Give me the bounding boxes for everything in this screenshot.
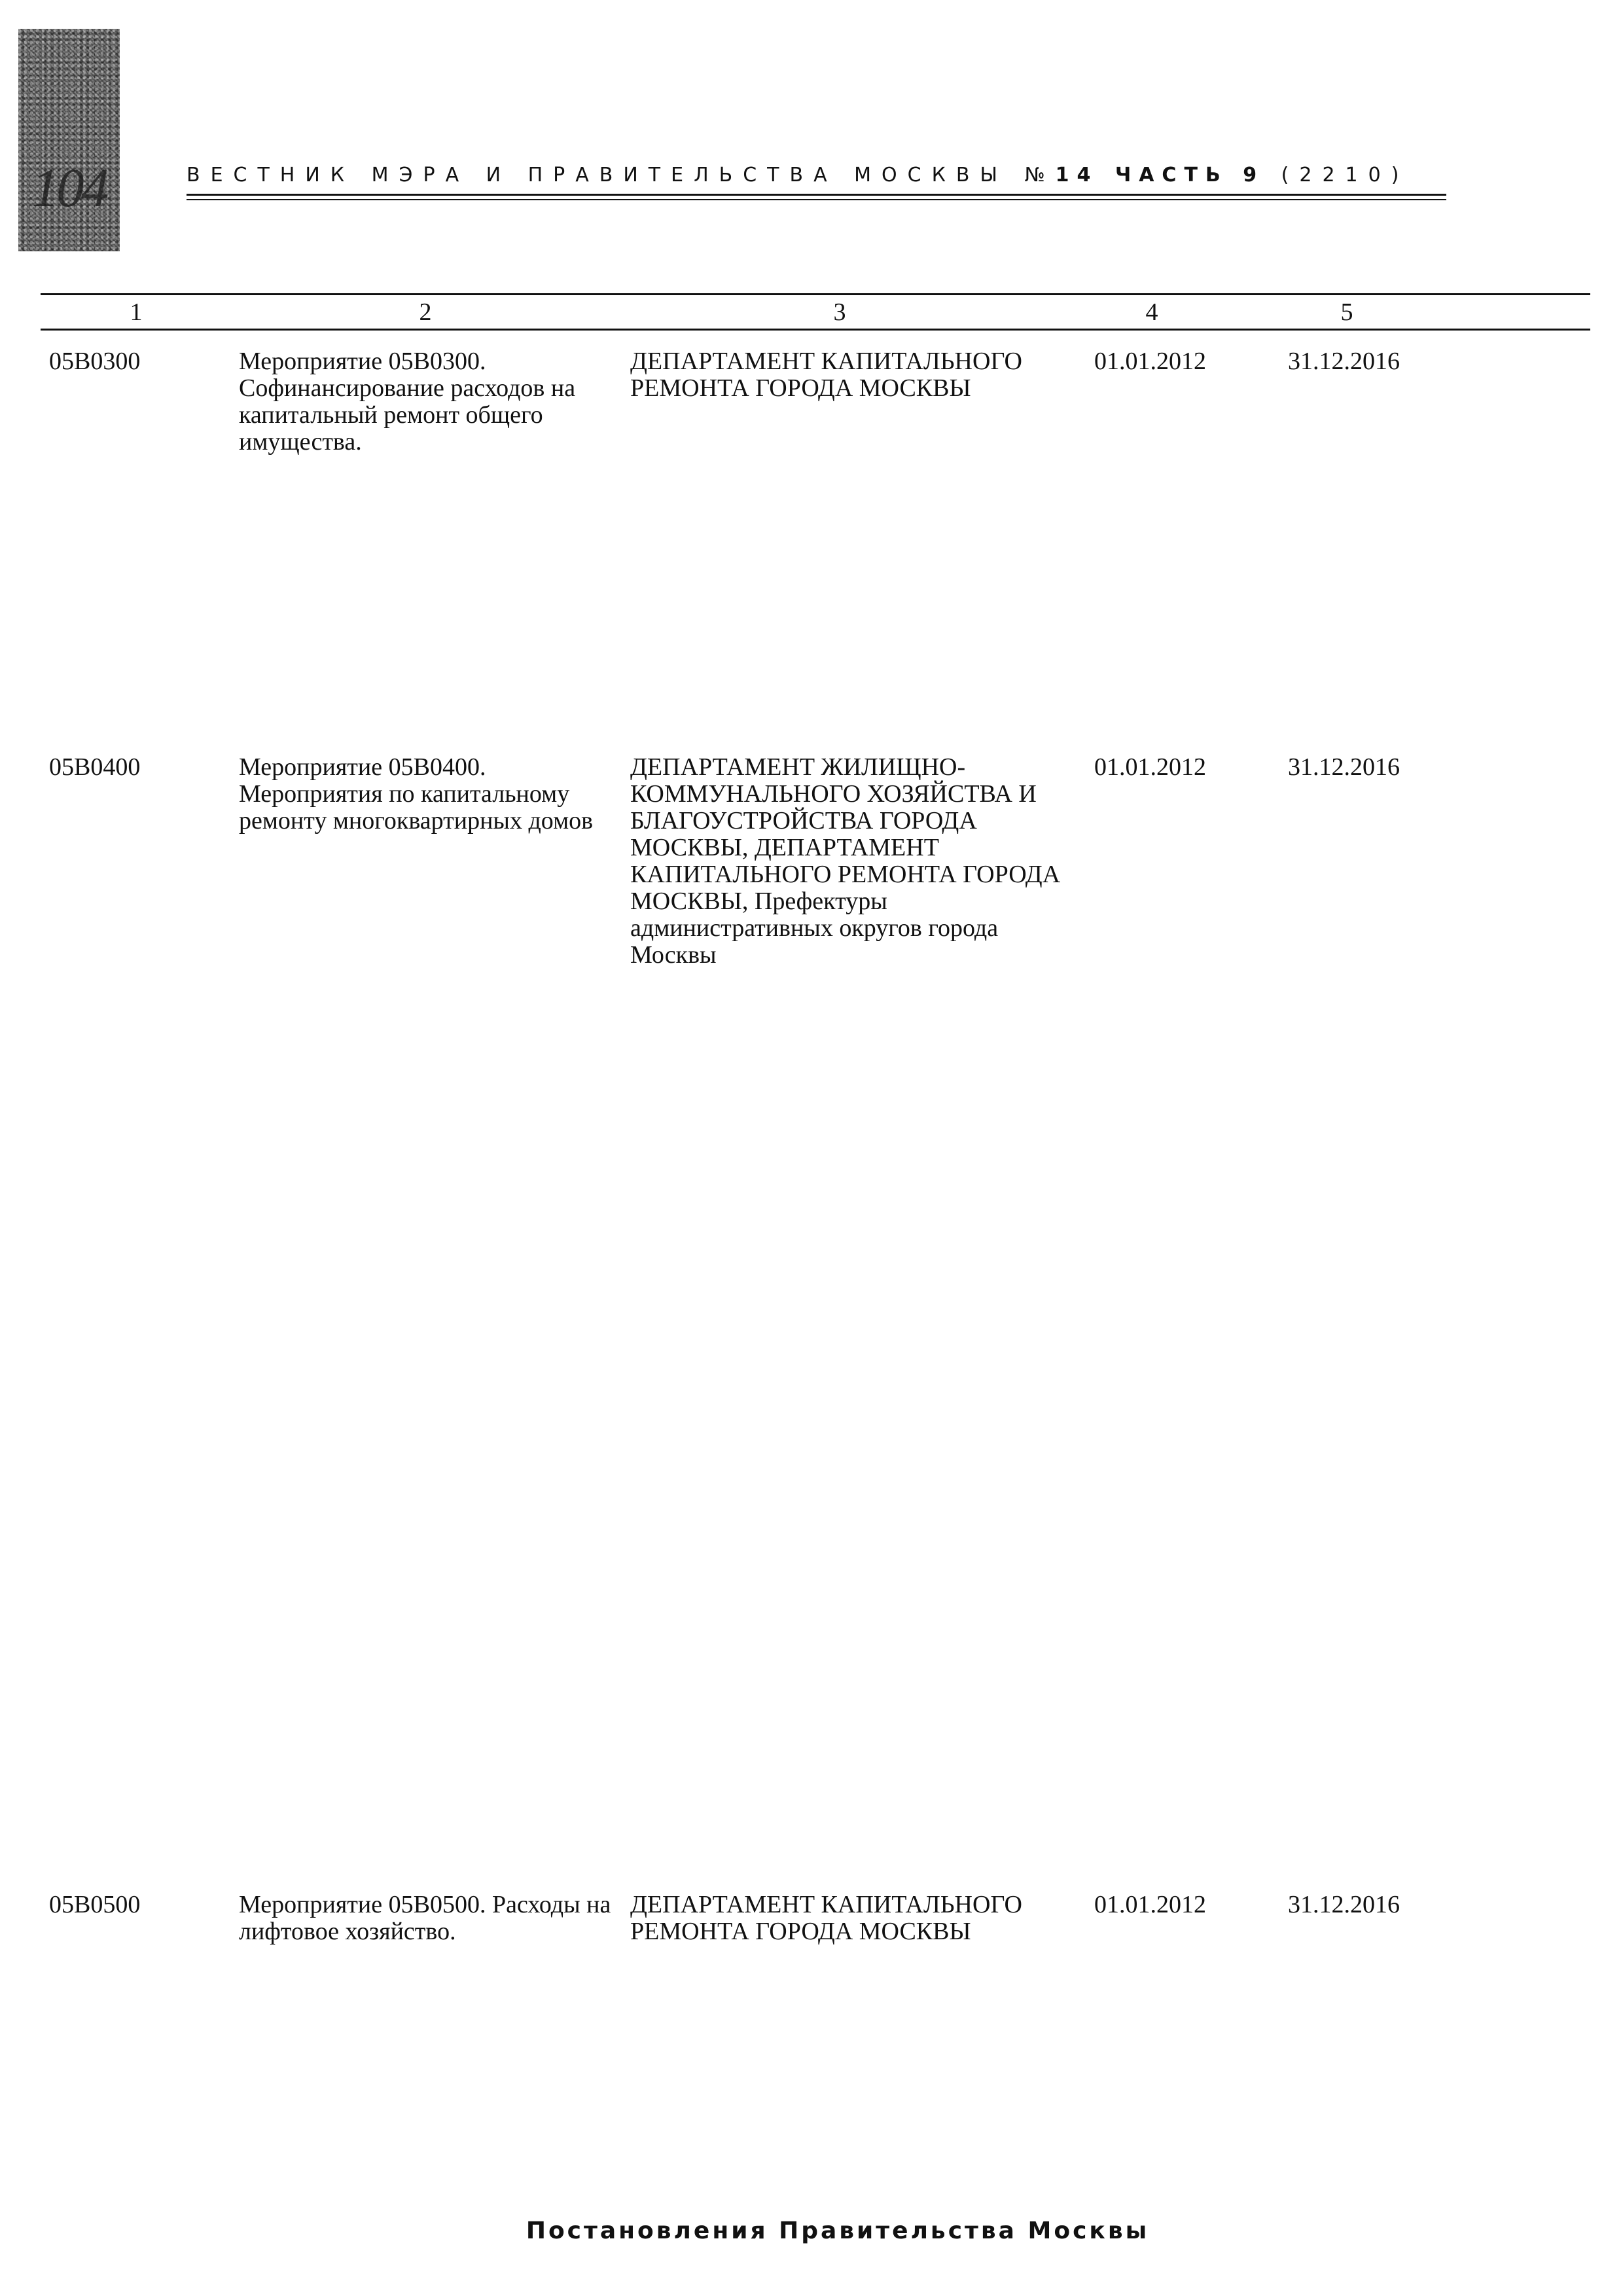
row-start-date: 01.01.2012	[1094, 753, 1206, 781]
row-executor-caps: ДЕПАРТАМЕНТ ЖИЛИЩНО-КОММУНАЛЬНОГО ХОЗЯЙСТВА И БЛАГОУСТРОЙСТВА ГОРОДА МОСКВЫ, ДЕПАРТАМЕНТ КАПИТАЛЬНОГО РЕМОНТА ГОРОДА МОСКВЫ,	[630, 753, 1061, 915]
column-header-5: 5	[1340, 298, 1353, 326]
row-executor-rest: Префектуры административных округов города Москвы	[630, 888, 999, 969]
running-header	[187, 164, 1443, 187]
column-header-2: 2	[419, 298, 432, 326]
header-title: ВЕСТНИК МЭРА И ПРАВИТЕЛЬСТВА МОСКВЫ №	[187, 164, 1056, 187]
header-part: ЧАСТЬ 9	[1115, 164, 1265, 187]
row-end-date: 31.12.2016	[1288, 1891, 1400, 1918]
table-header-rule	[41, 329, 1590, 331]
row-name: Мероприятие 05В0400. Мероприятия по капитальному ремонту многоквартирных домов	[239, 753, 594, 834]
page-number: 104	[31, 158, 107, 219]
row-executor-caps: ДЕПАРТАМЕНТ КАПИТАЛЬНОГО РЕМОНТА ГОРОДА МОСКВЫ	[630, 1891, 1022, 1945]
row-code: 05В0500	[49, 1891, 141, 1918]
row-code: 05В0300	[49, 348, 141, 375]
column-header-4: 4	[1145, 298, 1158, 326]
row-name: Мероприятие 05В0500. Расходы на лифтовое хозяйство.	[239, 1891, 611, 1945]
row-start-date: 01.01.2012	[1094, 1891, 1206, 1918]
header-rule	[187, 199, 1446, 200]
row-executor	[630, 754, 1062, 969]
column-header-3: 3	[833, 298, 846, 326]
row-code: 05В0400	[49, 753, 141, 781]
row-end-date: 31.12.2016	[1288, 753, 1400, 781]
row-executor	[630, 1892, 1062, 1945]
header-serial: (2210)	[1281, 164, 1410, 187]
row-executor	[630, 348, 1062, 402]
header-rule	[187, 194, 1446, 196]
row-start-date: 01.01.2012	[1094, 348, 1206, 375]
row-end-date: 31.12.2016	[1288, 348, 1400, 375]
header-issue: 14	[1055, 164, 1099, 187]
column-header-1: 1	[130, 298, 143, 326]
table-top-rule	[41, 293, 1590, 295]
row-name: Мероприятие 05В0300. Софинансирование расходов на капитальный ремонт общего имущества.	[239, 348, 576, 456]
page-number-block	[18, 29, 120, 251]
page-footer: Постановления Правительства Москвы	[526, 2217, 1150, 2244]
row-executor-caps: ДЕПАРТАМЕНТ КАПИТАЛЬНОГО РЕМОНТА ГОРОДА МОСКВЫ	[630, 348, 1022, 402]
